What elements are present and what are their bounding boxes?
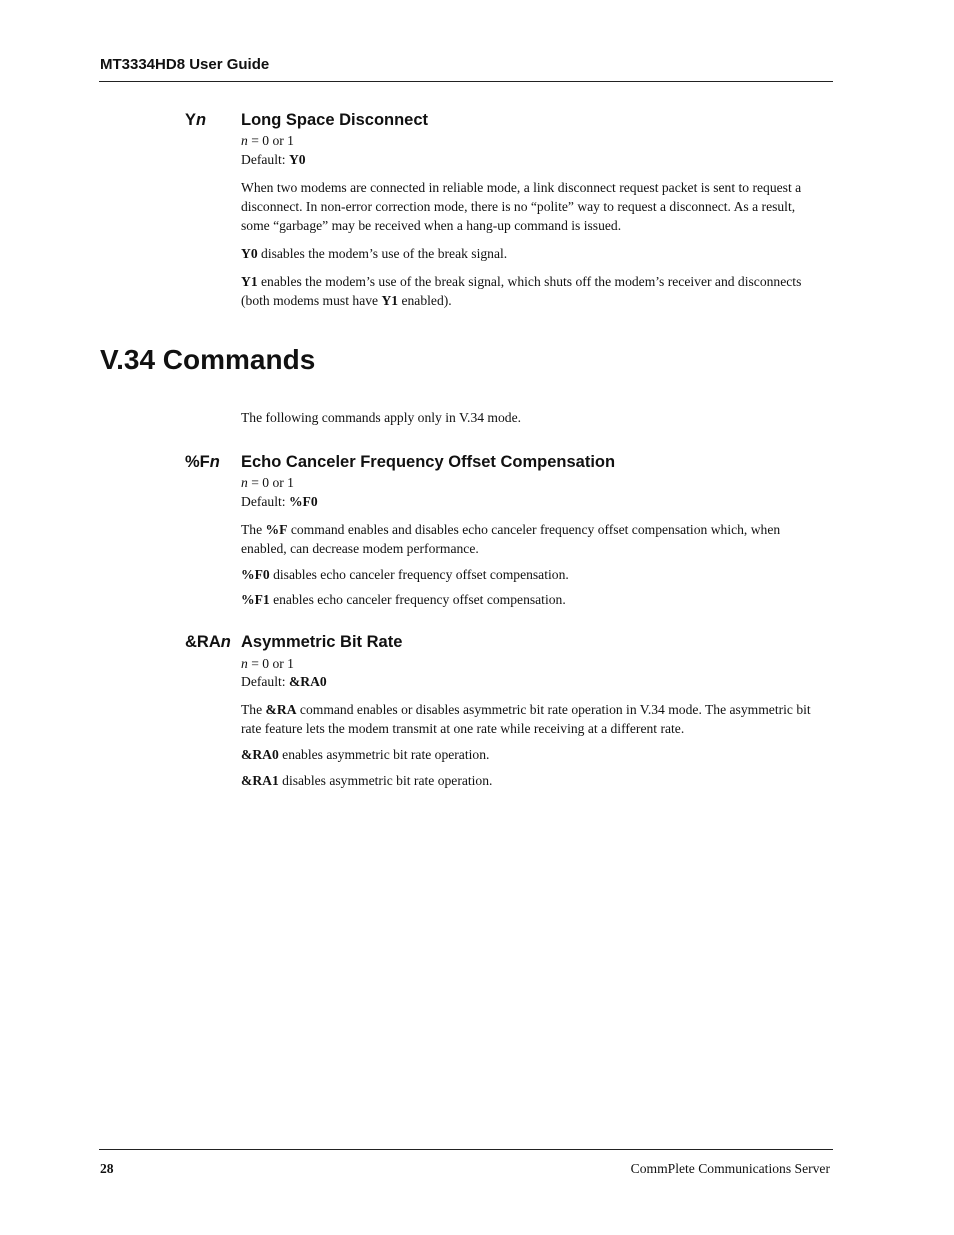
parameter-range: n = 0 or 1 [241, 656, 294, 671]
header-rule [99, 81, 833, 82]
footer-rule [99, 1149, 833, 1150]
paragraph-f1: %F1 enables echo canceler frequency offset compensation. [241, 592, 566, 607]
footer-product-name: CommPlete Communications Server [630, 1161, 830, 1176]
default-value: Default: %F0 [241, 494, 318, 509]
command-title-long-space-disconnect: Long Space Disconnect [241, 111, 429, 129]
paragraph-description: The %F command enables and disables echo canceler frequency offset compensation which, when enabled, can decrease modem performance. [241, 522, 781, 556]
default-value: Default: &RA0 [241, 674, 327, 689]
section-heading: V.34 Commands [100, 344, 316, 375]
command-title-asymmetric-bit-rate: Asymmetric Bit Rate [241, 633, 403, 651]
parameter-range: n = 0 or 1 [241, 475, 294, 490]
command-code-yn: Yn [185, 111, 207, 129]
command-code-ran: &RAn [185, 633, 231, 651]
running-header: MT3334HD8 User Guide [100, 56, 270, 73]
paragraph-ra0: &RA0 enables asymmetric bit rate operation. [241, 747, 490, 762]
section-intro: The following commands apply only in V.34 mode. [241, 410, 522, 425]
paragraph-description: The &RA command enables or disables asymmetric bit rate operation in V.34 mode. The asymmetric bit rate feature lets the modem transmit at one rate while receiving at a different rate. [241, 702, 811, 736]
paragraph-ra1: &RA1 disables asymmetric bit rate operation. [241, 773, 493, 788]
default-value: Default: Y0 [241, 152, 306, 167]
command-code-fn: %Fn [185, 453, 220, 471]
paragraph-y1: Y1 enables the modem’s use of the break signal, which shuts off the modem’s receiver and disconnects (both modems must have Y1 enabled). [241, 274, 802, 308]
paragraph-f0: %F0 disables echo canceler frequency offset compensation. [241, 567, 569, 582]
parameter-range: n = 0 or 1 [241, 133, 294, 148]
page-number: 28 [100, 1161, 114, 1176]
paragraph-description: When two modems are connected in reliable mode, a link disconnect request packet is sent to request a disconnect. In non-error correction mode, there is no “polite” way to request a disconnect. As a result, some “garbage” may be received when a hang-up command is issued. [241, 180, 802, 233]
paragraph-y0: Y0 disables the modem’s use of the break signal. [241, 246, 508, 261]
command-title-echo-canceler: Echo Canceler Frequency Offset Compensation [241, 453, 616, 471]
